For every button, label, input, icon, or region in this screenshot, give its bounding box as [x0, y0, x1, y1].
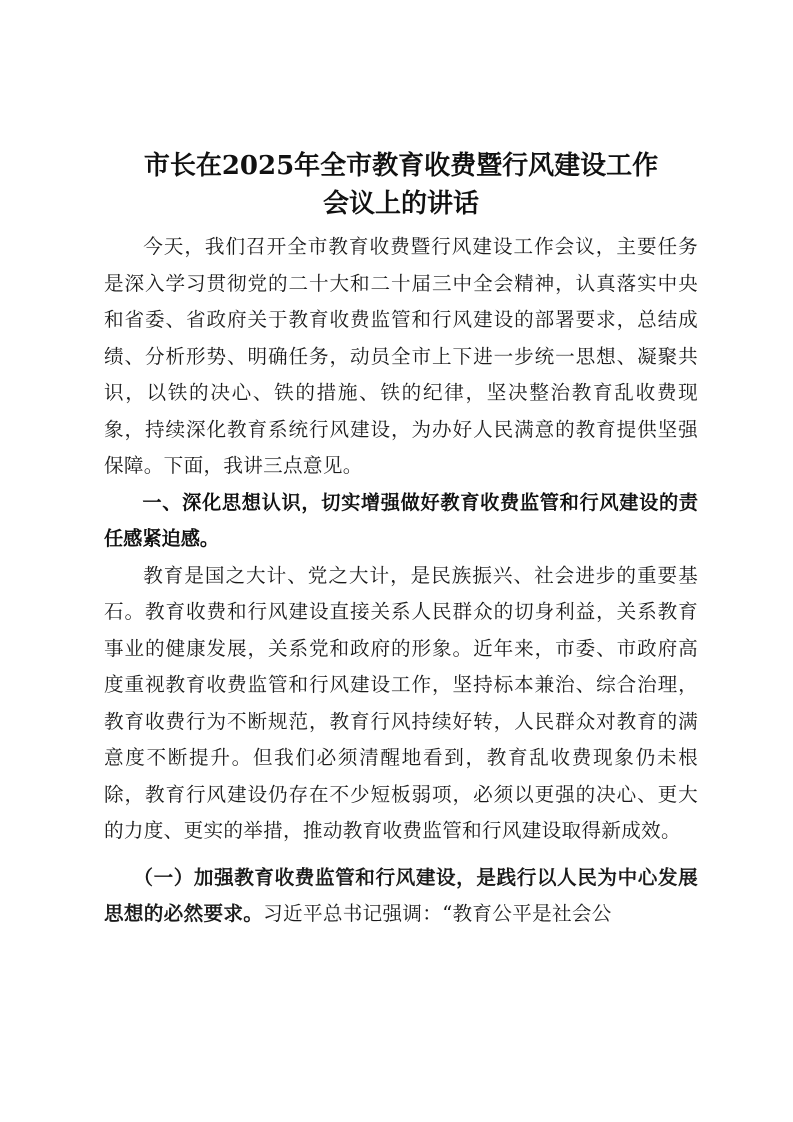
document-title [104, 147, 698, 223]
subsection-1-heading: （一）加强教育收费监管和行风建设，是践行以人民为中心发展思想的必然要求。 [104, 865, 698, 925]
document-body [104, 147, 698, 933]
subsection-1-text: 习近平总书记强调：“教育公平是社会公 [263, 902, 612, 925]
title-line-2: 会议上的讲话 [322, 189, 479, 219]
title-line-1: 市长在2025年全市教育收费暨行风建设工作 [143, 151, 659, 181]
section-1-heading: 一、深化思想认识，切实增强做好教育收费监管和行风建设的责任感紧迫感。 [104, 490, 698, 550]
intro-paragraph: 今天，我们召开全市教育收费暨行风建设工作会议，主要任务是深入学习贯彻党的二十大和二十届三中全会精神，认真落实中央和省委、省政府关于教育收费监管和行风建设的部署要求，总结成绩、分析形势、明确任务，动员全市上下进一步统一思想、凝聚共识，以铁的决心、铁的措施、铁的纪律，坚决整治教育乱收费现象，持续深化教育系统行风建设，为办好人民满意的教育提供坚强保障。下面，我讲三点意见。 [104, 235, 698, 477]
section-1-paragraph: 教育是国之大计、党之大计，是民族振兴、社会进步的重要基石。教育收费和行风建设直接关系人民群众的切身利益，关系教育事业的健康发展，关系党和政府的形象。近年来，市委、市政府高度重视教育收费监管和行风建设工作，坚持标本兼治、综合治理，教育收费行为不断规范，教育行风持续好转，人民群众对教育的满意度不断提升。但我们必须清醒地看到，教育乱收费现象仍未根除，教育行风建设仍存在不少短板弱项，必须以更强的决心、更大的力度、更实的举措，推动教育收费监管和行风建设取得新成效。 [104, 563, 698, 842]
subsection-1-paragraph [104, 860, 698, 933]
